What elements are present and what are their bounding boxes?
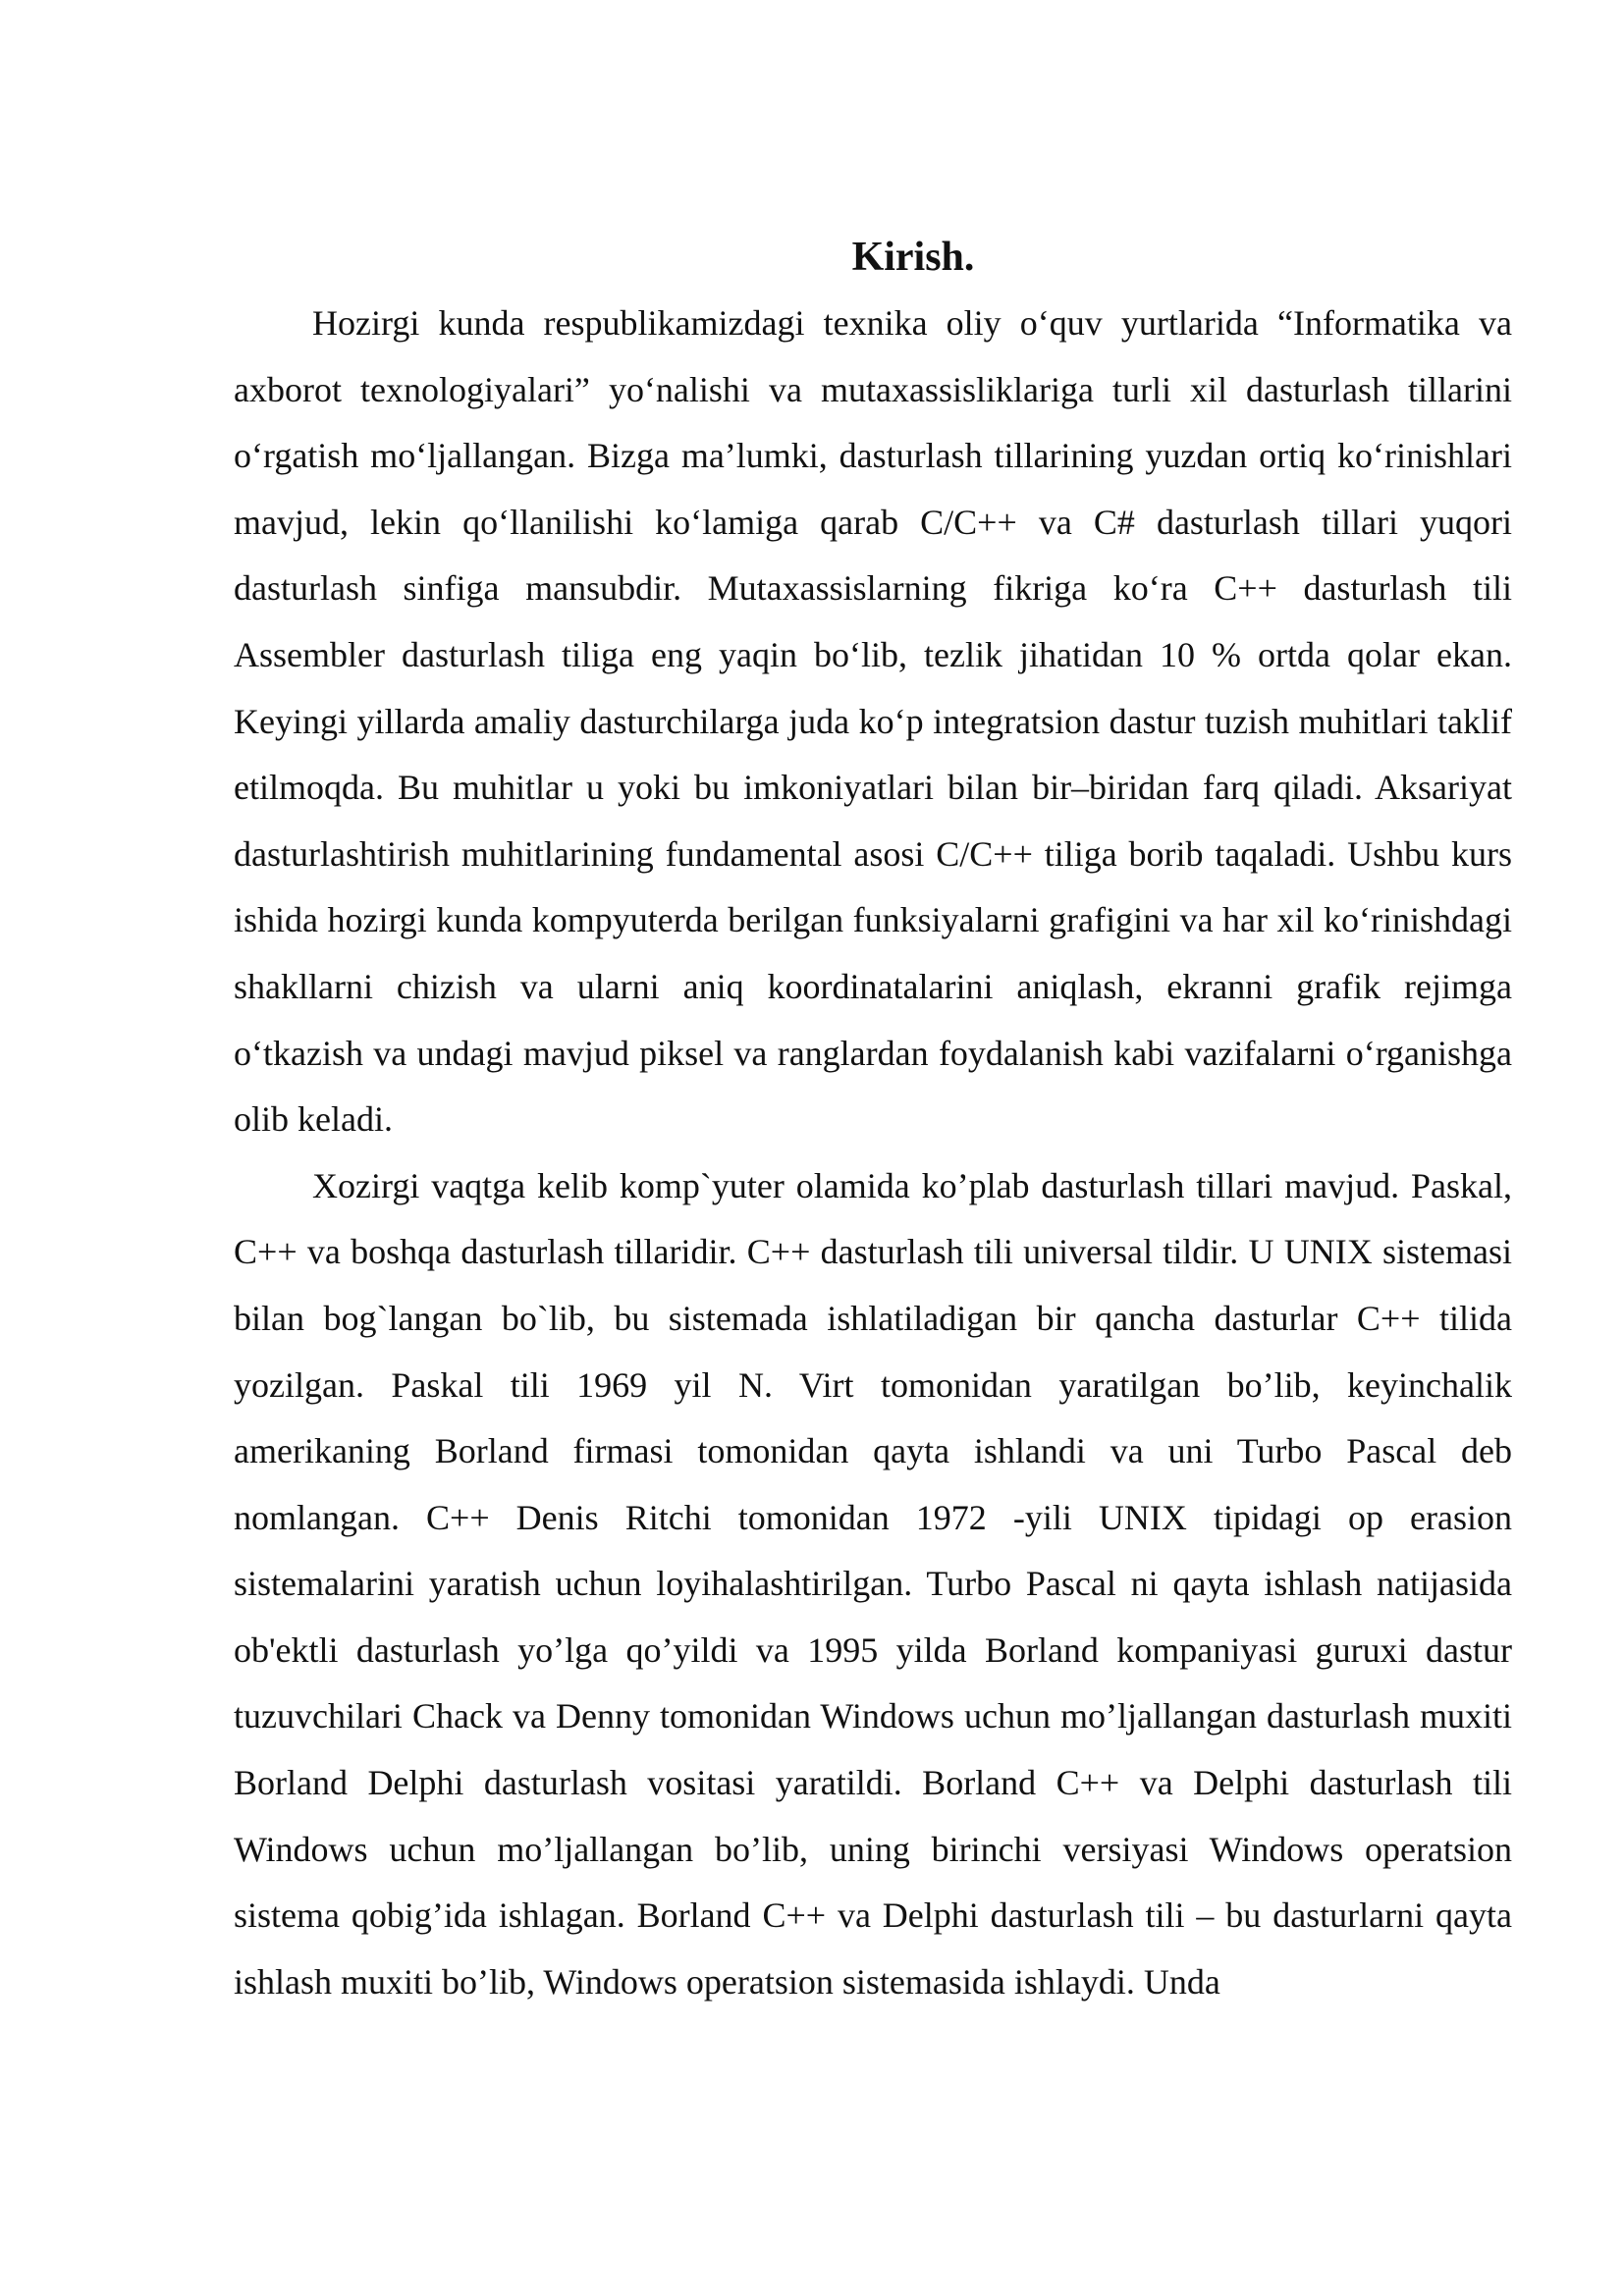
page-title: Kirish. <box>851 235 975 280</box>
document-page <box>234 228 1512 2015</box>
paragraph: Hozirgi kunda respublikamizdagi texnika oliy o‘quv yurtlarida “Informatika va axborot texnologiyalari” yo‘nalishi va mutaxassisliklariga turli xil dasturlash tillarini o‘rgatish mo‘ljallangan. Bizga ma’lumki, dasturlash tillarining yuzdan ortiq ko‘rinishlari mavjud, lekin qo‘llanilishi ko‘lamiga qarab C/C++ va C# dasturlash tillari yuqori dasturlash sinfiga mansubdir. Mutaxassislarning fikriga ko‘ra C++ dasturlash tili Assembler dasturlash tiliga eng yaqin bo‘lib, tezlik jihatidan 10 % ortda qolar ekan. Keyingi yillarda amaliy dasturchilarga juda ko‘p integratsion dastur tuzish muhitlari taklif etilmoqda. Bu muhitlar u yoki bu imkoniyatlari bilan bir–biridan farq qiladi. Aksariyat dasturlashtirish muhitlarining fundamental asosi C/C++ tiliga borib taqaladi. Ushbu kurs ishida hozirgi kunda kompyuterda berilgan funksiyalarni grafigini va har xil ko‘rinishdagi shakllarni chizish va ularni aniq koordinatalarini aniqlash, ekranni grafik rejimga o‘tkazish va undagi mavjud piksel va ranglardan foydalanish kabi vazifalarni o‘rganishga olib keladi. <box>234 303 1512 1140</box>
paragraph: Xozirgi vaqtga kelib komp`yuter olamida ko’plab dasturlash tillari mavjud. Paskal, C++ va boshqa dasturlash tillaridir. C++ dasturlash tili universal tildir. U UNIX sistemasi bilan bog`langan bo`lib, bu sistemada ishlatiladigan bir qancha dasturlar C++ tilida yozilgan. Paskal tili 1969 yil N. Virt tomonidan yaratilgan bo’lib, keyinchalik amerikaning Borland firmasi tomonidan qayta ishlandi va uni Turbo Pascal deb nomlangan. C++ Denis Ritchi tomonidan 1972 -yili UNIX tipidagi op erasion sistemalarini yaratish uchun loyihalashtirilgan. Turbo Pascal ni qayta ishlash natijasida ob'ektli dasturlash yo’lga qo’yildi va 1995 yilda Borland kompaniyasi guruxi dastur tuzuvchilari Chack va Denny tomonidan Windows uchun mo’ljallangan dasturlash muxiti Borland Delphi dasturlash vositasi yaratildi. Borland C++ va Delphi dasturlash tili Windows uchun mo’ljallangan bo’lib, uning birinchi versiyasi Windows operatsion sistema qobig’ida ishlagan. Borland C++ va Delphi dasturlash tili – bu dasturlarni qayta ishlash muxiti bo’lib, Windows operatsion sistemasida ishlaydi. Unda <box>234 1165 1512 2002</box>
